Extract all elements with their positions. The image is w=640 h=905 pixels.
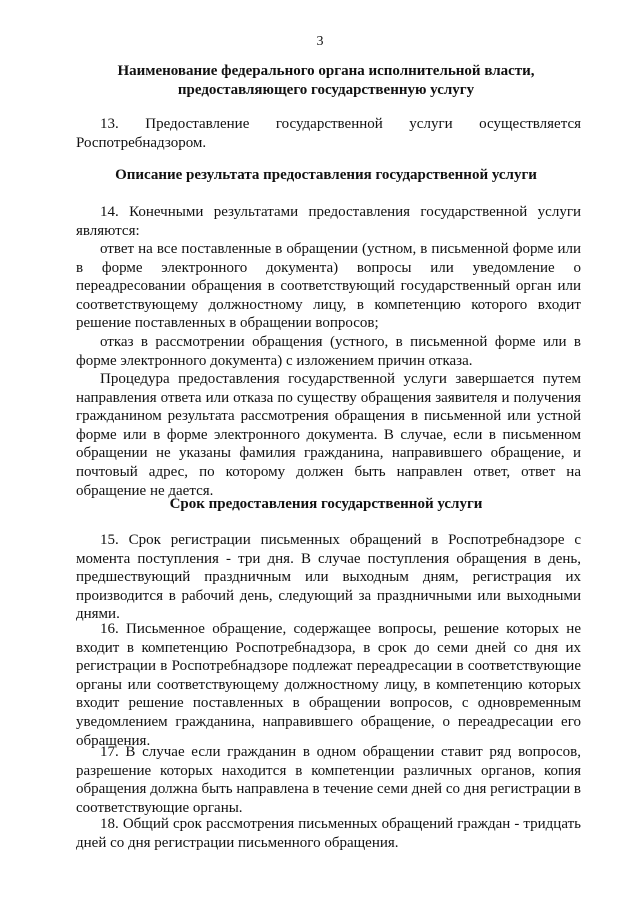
paragraph-14-answer: ответ на все поставленные в обращении (устном, в письменной форме или в форме электронного документа) вопросы или уведомление о переадресовании обращения в соответствующий государственный орган или соответствующему должностному лицу, в компетенцию которого входит решение поставленных в обращении вопросов; — [76, 241, 581, 332]
heading-line-1: Наименование федерального органа исполнительной власти, — [117, 63, 535, 79]
paragraph-16: 16. Письменное обращение, содержащее вопросы, решение которых не входит в компетенцию Роспотребнадзора, в срок до семи дней со дня их регистрации в Роспотребнадзоре подлежат переадресации в соответствующие органы или соответствующему должностному лицу, в компетенцию которых входит решение поставленных в обращении вопросов, с одновременным уведомлением гражданина, направившего обращение, о переадресации его обращения. — [76, 621, 581, 749]
paragraph-14-refusal: отказ в рассмотрении обращения (устного, в письменной форме или в форме электронного документа) с изложением причин отказа. — [76, 334, 581, 369]
section-heading-term: Срок предоставления государственной услуги — [169, 496, 483, 512]
section-heading-authority — [76, 62, 576, 100]
paragraph-14: 14. Конечными результатами предоставления государственной услуги являются: — [76, 204, 581, 239]
paragraph-17: 17. В случае если гражданин в одном обращении ставит ряд вопросов, разрешение которых находится в компетенции различных органов, копия обращения должна быть направлена в течение семи дней со дня регистрации в соответствующие органы. — [76, 744, 581, 816]
paragraph-15: 15. Срок регистрации письменных обращений в Роспотребнадзоре с момента поступления - три дня. В случае поступления обращения в день, предшествующий праздничным или выходным дням, регистрация их производится в рабочий день, следующий за праздничными или выходными днями. — [76, 532, 581, 623]
section-heading-result: Описание результата предоставления государственной услуги — [115, 167, 537, 183]
paragraph-18: 18. Общий срок рассмотрения письменных обращений граждан - тридцать дней со дня регистрации письменного обращения. — [76, 816, 581, 851]
heading-line-2: предоставляющего государственную услугу — [177, 82, 475, 98]
paragraph-13: 13. Предоставление государственной услуги осуществляется Роспотребнадзором. — [76, 116, 581, 151]
page-number: 3 — [316, 34, 324, 49]
paragraph-14-procedure: Процедура предоставления государственной услуги завершается путем направления ответа или отказа по существу обращения заявителя и получения гражданином результата рассмотрения обращения в письменной или устной форме или в форме электронного документа. В случае, если в письменном обращении не указаны фамилия гражданина, направившего обращение, и почтовый адрес, по которому должен быть направлен ответ, ответ на обращение не дается. — [76, 371, 581, 499]
